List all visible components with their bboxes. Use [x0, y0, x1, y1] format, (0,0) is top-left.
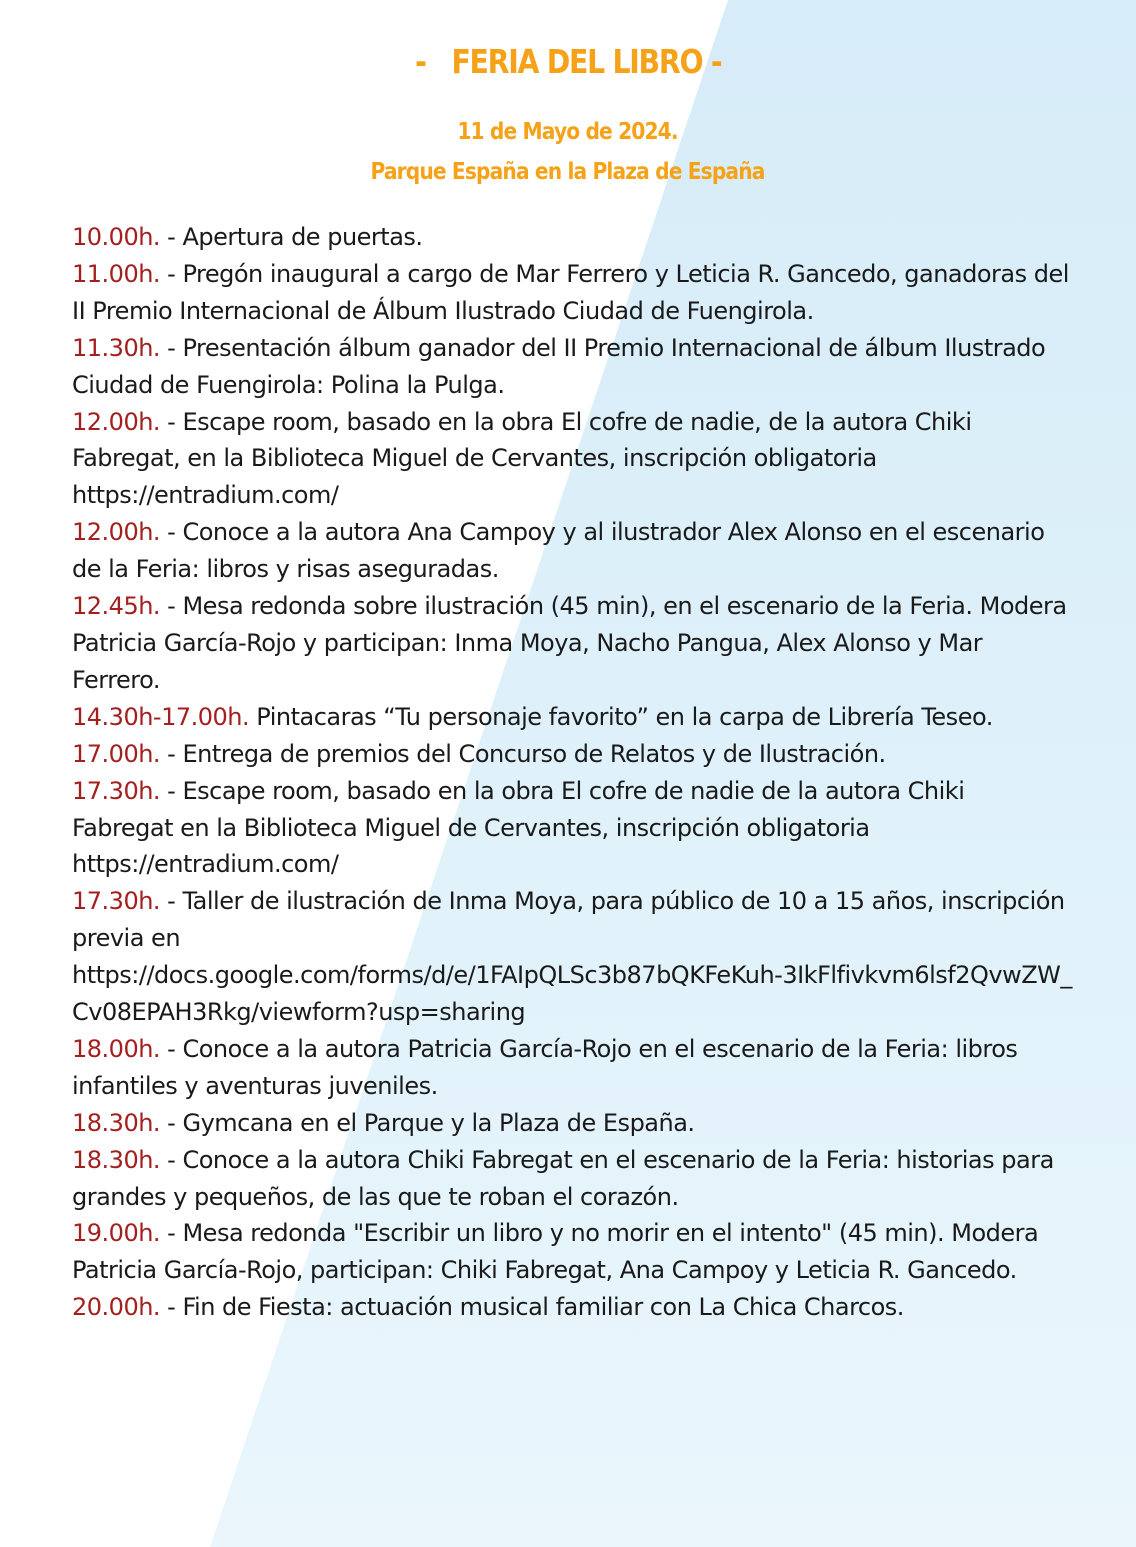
program-item	[72, 330, 1072, 404]
item-time: 12.00h.	[72, 407, 161, 436]
item-time: 12.45h.	[72, 592, 161, 621]
program-item	[72, 1289, 1072, 1326]
item-text: - Conoce a la autora Chiki Fabregat en el escenario de la Feria: historias para grandes y pequeños, de las que te roban el corazón.	[72, 1145, 1054, 1211]
program-item	[72, 1215, 1072, 1289]
item-time: 19.00h.	[72, 1219, 161, 1248]
program-list	[72, 219, 1072, 1326]
item-time: 11.00h.	[72, 259, 161, 288]
item-time: 14.30h-17.00h.	[72, 702, 250, 731]
item-text: - Conoce a la autora Patricia García-Rojo en el escenario de la Feria: libros infantiles y aventuras juveniles.	[72, 1034, 1018, 1100]
item-text: - Pregón inaugural a cargo de Mar Ferrero y Leticia R. Gancedo, ganadoras del II Premio Internacional de Álbum Ilustrado Ciudad de Fuengirola.	[72, 259, 1069, 325]
item-text: - Fin de Fiesta: actuación musical familiar con La Chica Charcos.	[160, 1293, 904, 1322]
program-item	[72, 699, 1072, 736]
item-text: - Mesa redonda "Escribir un libro y no morir en el intento" (45 min). Modera Patricia García-Rojo, participan: Chiki Fabregat, Ana Campoy y Leticia R. Gancedo.	[72, 1219, 1039, 1285]
page-title: - FERIA DEL LIBRO -	[415, 42, 722, 81]
program-item	[72, 219, 1072, 256]
program-item	[72, 883, 1072, 1031]
item-time: 17.00h.	[72, 739, 161, 768]
item-text: Pintacaras “Tu personaje favorito” en la carpa de Librería Teseo.	[249, 702, 993, 731]
item-text: - Taller de ilustración de Inma Moya, para público de 10 a 15 años, inscripción previa en	[72, 887, 1065, 953]
registration-link[interactable]: https://docs.google.com/forms/d/e/1FAIpQLSc3b87bQKFeKuh-3IkFlfivkvm6lsf2QvwZW_Cv08EPAH3Rkg/viewform?usp=sharing	[72, 961, 1072, 1027]
program-item	[72, 588, 1072, 699]
program-item	[72, 514, 1072, 588]
program-item	[72, 773, 1072, 884]
item-time: 11.30h.	[72, 333, 161, 362]
item-text: - Presentación álbum ganador del II Premio Internacional de álbum Ilustrado Ciudad de Fuengirola: Polina la Pulga.	[72, 333, 1046, 399]
item-text: - Apertura de puertas.	[160, 223, 423, 251]
event-place: Parque España en la Plaza de España	[370, 159, 765, 185]
item-text: - Entrega de premios del Concurso de Relatos y de Ilustración.	[160, 739, 886, 768]
program-item	[72, 1031, 1072, 1105]
item-time: 18.30h.	[72, 1145, 161, 1174]
program-item	[72, 256, 1072, 330]
item-time: 10.00h.	[72, 223, 161, 251]
program-item	[72, 1142, 1072, 1216]
item-text: - Mesa redonda sobre ilustración (45 min), en el escenario de la Feria. Modera Patricia García-Rojo y participan: Inma Moya, Nacho Pangua, Alex Alonso y Mar Ferrero.	[72, 592, 1067, 694]
item-time: 18.30h.	[72, 1108, 161, 1137]
item-text: - Gymcana en el Parque y la Plaza de España.	[160, 1108, 695, 1137]
item-time: 18.00h.	[72, 1034, 161, 1063]
item-text: - Conoce a la autora Ana Campoy y al ilustrador Alex Alonso en el escenario de la Feria: libros y risas aseguradas.	[72, 518, 1045, 584]
item-time: 20.00h.	[72, 1293, 161, 1322]
item-time: 12.00h.	[72, 518, 161, 547]
event-date: 11 de Mayo de 2024.	[457, 119, 678, 145]
program-item	[72, 736, 1072, 773]
program-item	[72, 404, 1072, 515]
item-text: - Escape room, basado en la obra El cofre de nadie de la autora Chiki Fabregat en la Biblioteca Miguel de Cervantes, inscripción obligatoria https://entradium.com/	[72, 776, 965, 879]
item-time: 17.30h.	[72, 887, 161, 916]
program-item	[72, 1105, 1072, 1142]
item-time: 17.30h.	[72, 776, 161, 805]
item-text: - Escape room, basado en la obra El cofre de nadie, de la autora Chiki Fabregat, en la Biblioteca Miguel de Cervantes, inscripción obligatoria https://entradium.com/	[72, 407, 972, 510]
